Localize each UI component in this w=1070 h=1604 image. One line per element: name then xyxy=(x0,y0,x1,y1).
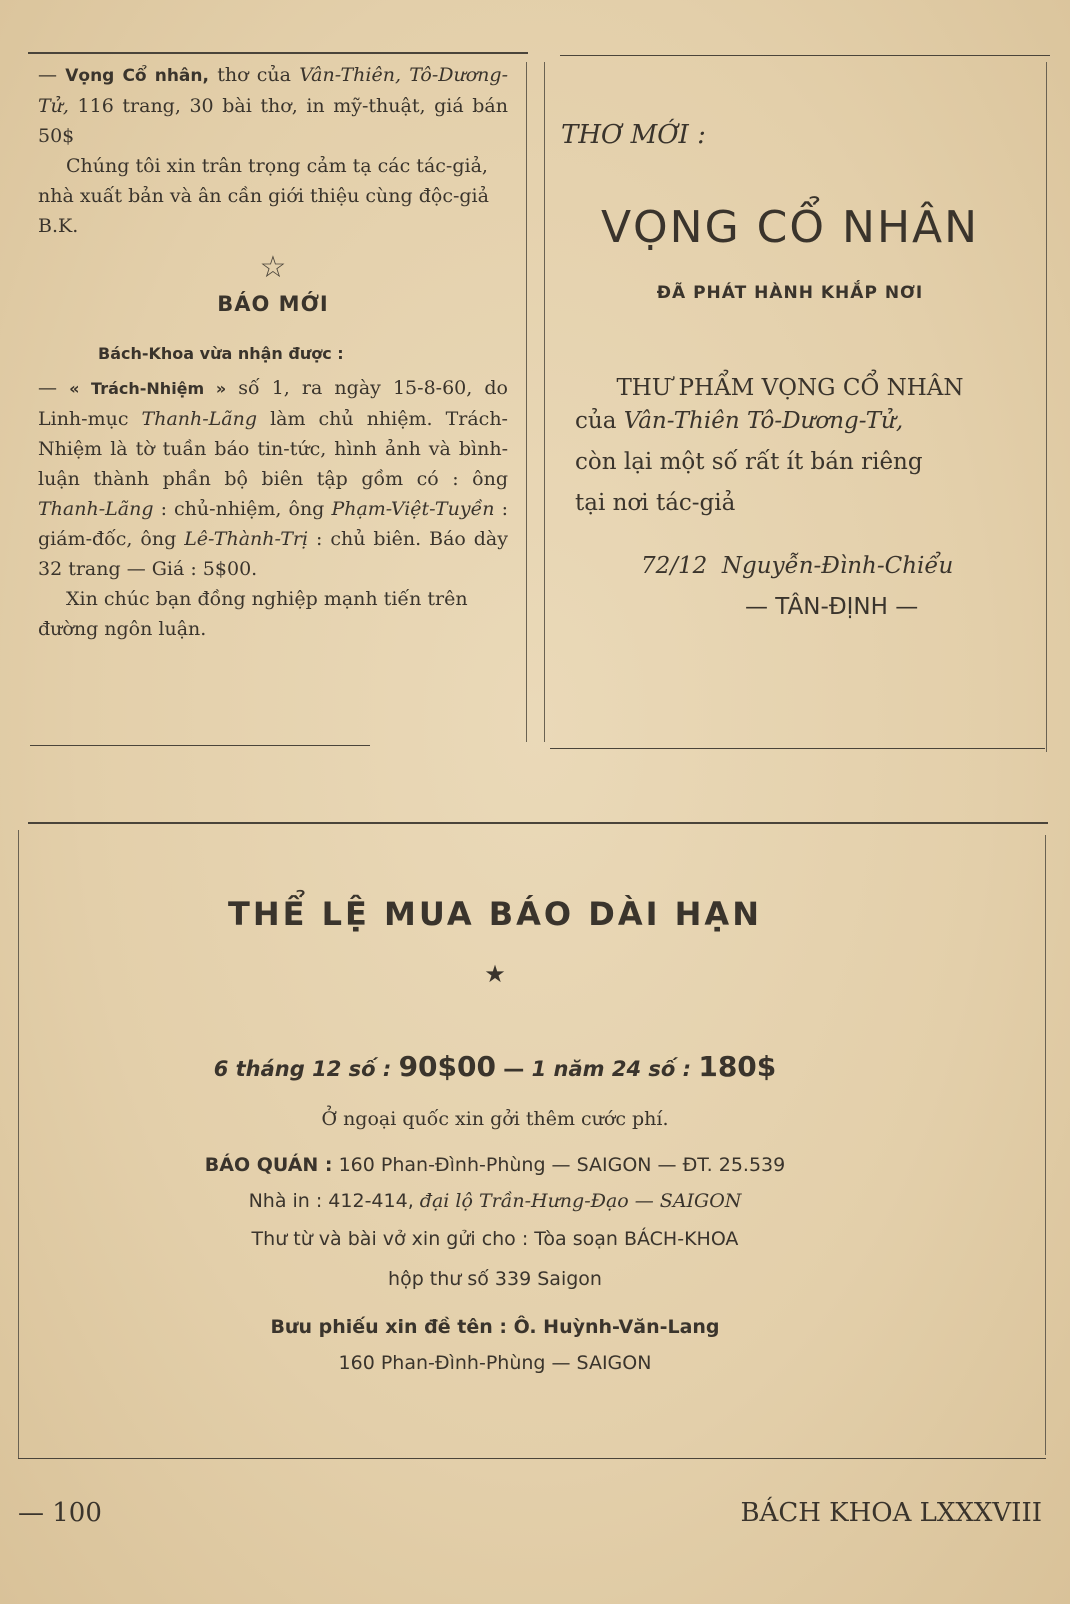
column-divider-2 xyxy=(544,62,545,742)
newspaper-item xyxy=(38,373,508,584)
text: : chủ-nhiệm, ông xyxy=(153,498,332,520)
address-line xyxy=(641,546,1025,587)
released-notice: ĐÃ PHÁT HÀNH KHẮP NƠI xyxy=(656,283,924,303)
pobox-line: hộp thư số 339 Saigon xyxy=(388,1268,602,1290)
name: Thanh-Lãng xyxy=(38,498,154,520)
price-label: 6 tháng 12 số : xyxy=(213,1057,399,1081)
box-bottom-rule xyxy=(18,1458,1046,1459)
book-line-2 xyxy=(575,401,1025,442)
postal-line: Bưu phiếu xin đề tên : Ô. Huỳnh-Văn-Lang xyxy=(270,1316,720,1338)
printer-label: Nhà in : 412-414, xyxy=(248,1190,420,1212)
right-column xyxy=(555,60,1025,628)
dash: — xyxy=(38,377,57,399)
book-line-3: còn lại một số rất ít bán riêng xyxy=(575,449,923,475)
text: thơ của xyxy=(208,64,300,86)
column-divider xyxy=(526,62,527,742)
name: Thanh-Lãng xyxy=(141,408,258,430)
address-street: Nguyễn-Đình-Chiểu xyxy=(721,553,954,579)
star-icon: ★ xyxy=(484,960,506,988)
text: số 1, ra ngày 15-8-60, do Linh-mục xyxy=(38,377,508,430)
journal-name: BÁCH KHOA LXXXVIII xyxy=(740,1498,1042,1528)
name: Lê-Thành-Trị xyxy=(184,528,309,550)
text: : chủ biên. Báo dày 32 trang — Giá : 5$00. xyxy=(38,528,508,580)
newspaper-title: « Trách-Nhiệm » xyxy=(69,379,227,398)
author: Vân-Thiên Tô-Dương-Tử, xyxy=(623,408,904,434)
text: : giám-đốc, ông xyxy=(38,498,508,550)
office-line xyxy=(0,1154,1070,1176)
top-left-rule xyxy=(28,52,528,54)
postal-address: 160 Phan-Đình-Phùng — SAIGON xyxy=(338,1352,652,1374)
price-line xyxy=(0,1050,1070,1083)
book-title: Vọng Cổ nhân, xyxy=(65,66,209,86)
address-district: — TÂN-ĐỊNH — xyxy=(745,594,919,620)
price-value: 90$00 xyxy=(398,1050,496,1083)
text: 116 trang, 30 bài thơ, in mỹ-thuật, giá bán 50$ xyxy=(38,95,508,147)
name: Phạm-Việt-Tuyền xyxy=(331,498,495,520)
mid-right-rule xyxy=(550,748,1045,749)
section-title: BÁO MỚI xyxy=(217,292,329,316)
subscription-title: THỂ LỆ MUA BÁO DÀI HẠN xyxy=(228,895,762,933)
book-line-4: tại nơi tác-giả xyxy=(575,490,736,516)
price-value: 180$ xyxy=(698,1050,777,1083)
text: làm chủ nhiệm. Trách-Nhiệm là tờ tuần báo tin-tức, hình ảnh và bình-luận thành phần bộ biên tập gồm có : ông xyxy=(38,408,508,490)
letters-line: Thư từ và bài vở xin gửi cho : Tòa soạn BÁCH-KHOA xyxy=(251,1228,739,1250)
book-item xyxy=(38,60,508,151)
box-top-rule xyxy=(28,822,1048,824)
star-icon: ☆ xyxy=(259,250,287,285)
office-label: BÁO QUÁN : xyxy=(204,1154,333,1176)
new-poetry-label: THƠ MỚI : xyxy=(561,120,706,150)
thanks-text: Chúng tôi xin trân trọng cảm tạ các tác-giả, nhà xuất bản và ân cần giới thiệu cùng độc-giả B.K. xyxy=(38,155,489,237)
office-address: 160 Phan-Đình-Phùng — SAIGON — ĐT. 25.539 xyxy=(332,1154,786,1176)
left-column xyxy=(38,60,508,644)
section-subtitle: Bách-Khoa vừa nhận được : xyxy=(98,344,344,363)
book-big-title: VỌNG CỔ NHÂN xyxy=(600,202,980,253)
separator: — xyxy=(496,1057,532,1081)
mid-left-rule xyxy=(30,745,370,746)
text: của xyxy=(575,408,624,434)
wish-text: Xin chúc bạn đồng nghiệp mạnh tiến trên đường ngôn luận. xyxy=(38,588,468,640)
author: Vân-Thiên, Tô-Dương-Tử, xyxy=(38,64,508,117)
book-line-1: THƯ PHẨM VỌNG CỔ NHÂN xyxy=(616,375,964,401)
address-number: 72/12 xyxy=(641,553,708,579)
dash: — xyxy=(38,64,57,86)
page-number: — 100 xyxy=(18,1498,102,1528)
printer-address: đại lộ Trần-Hưng-Đạo — SAIGON xyxy=(419,1190,742,1212)
top-right-rule xyxy=(560,55,1050,56)
printer-line xyxy=(0,1190,1070,1212)
price-label: 1 năm 24 số : xyxy=(531,1057,699,1081)
right-border xyxy=(1046,62,1047,752)
foreign-note: Ở ngoại quốc xin gởi thêm cước phí. xyxy=(321,1108,669,1130)
